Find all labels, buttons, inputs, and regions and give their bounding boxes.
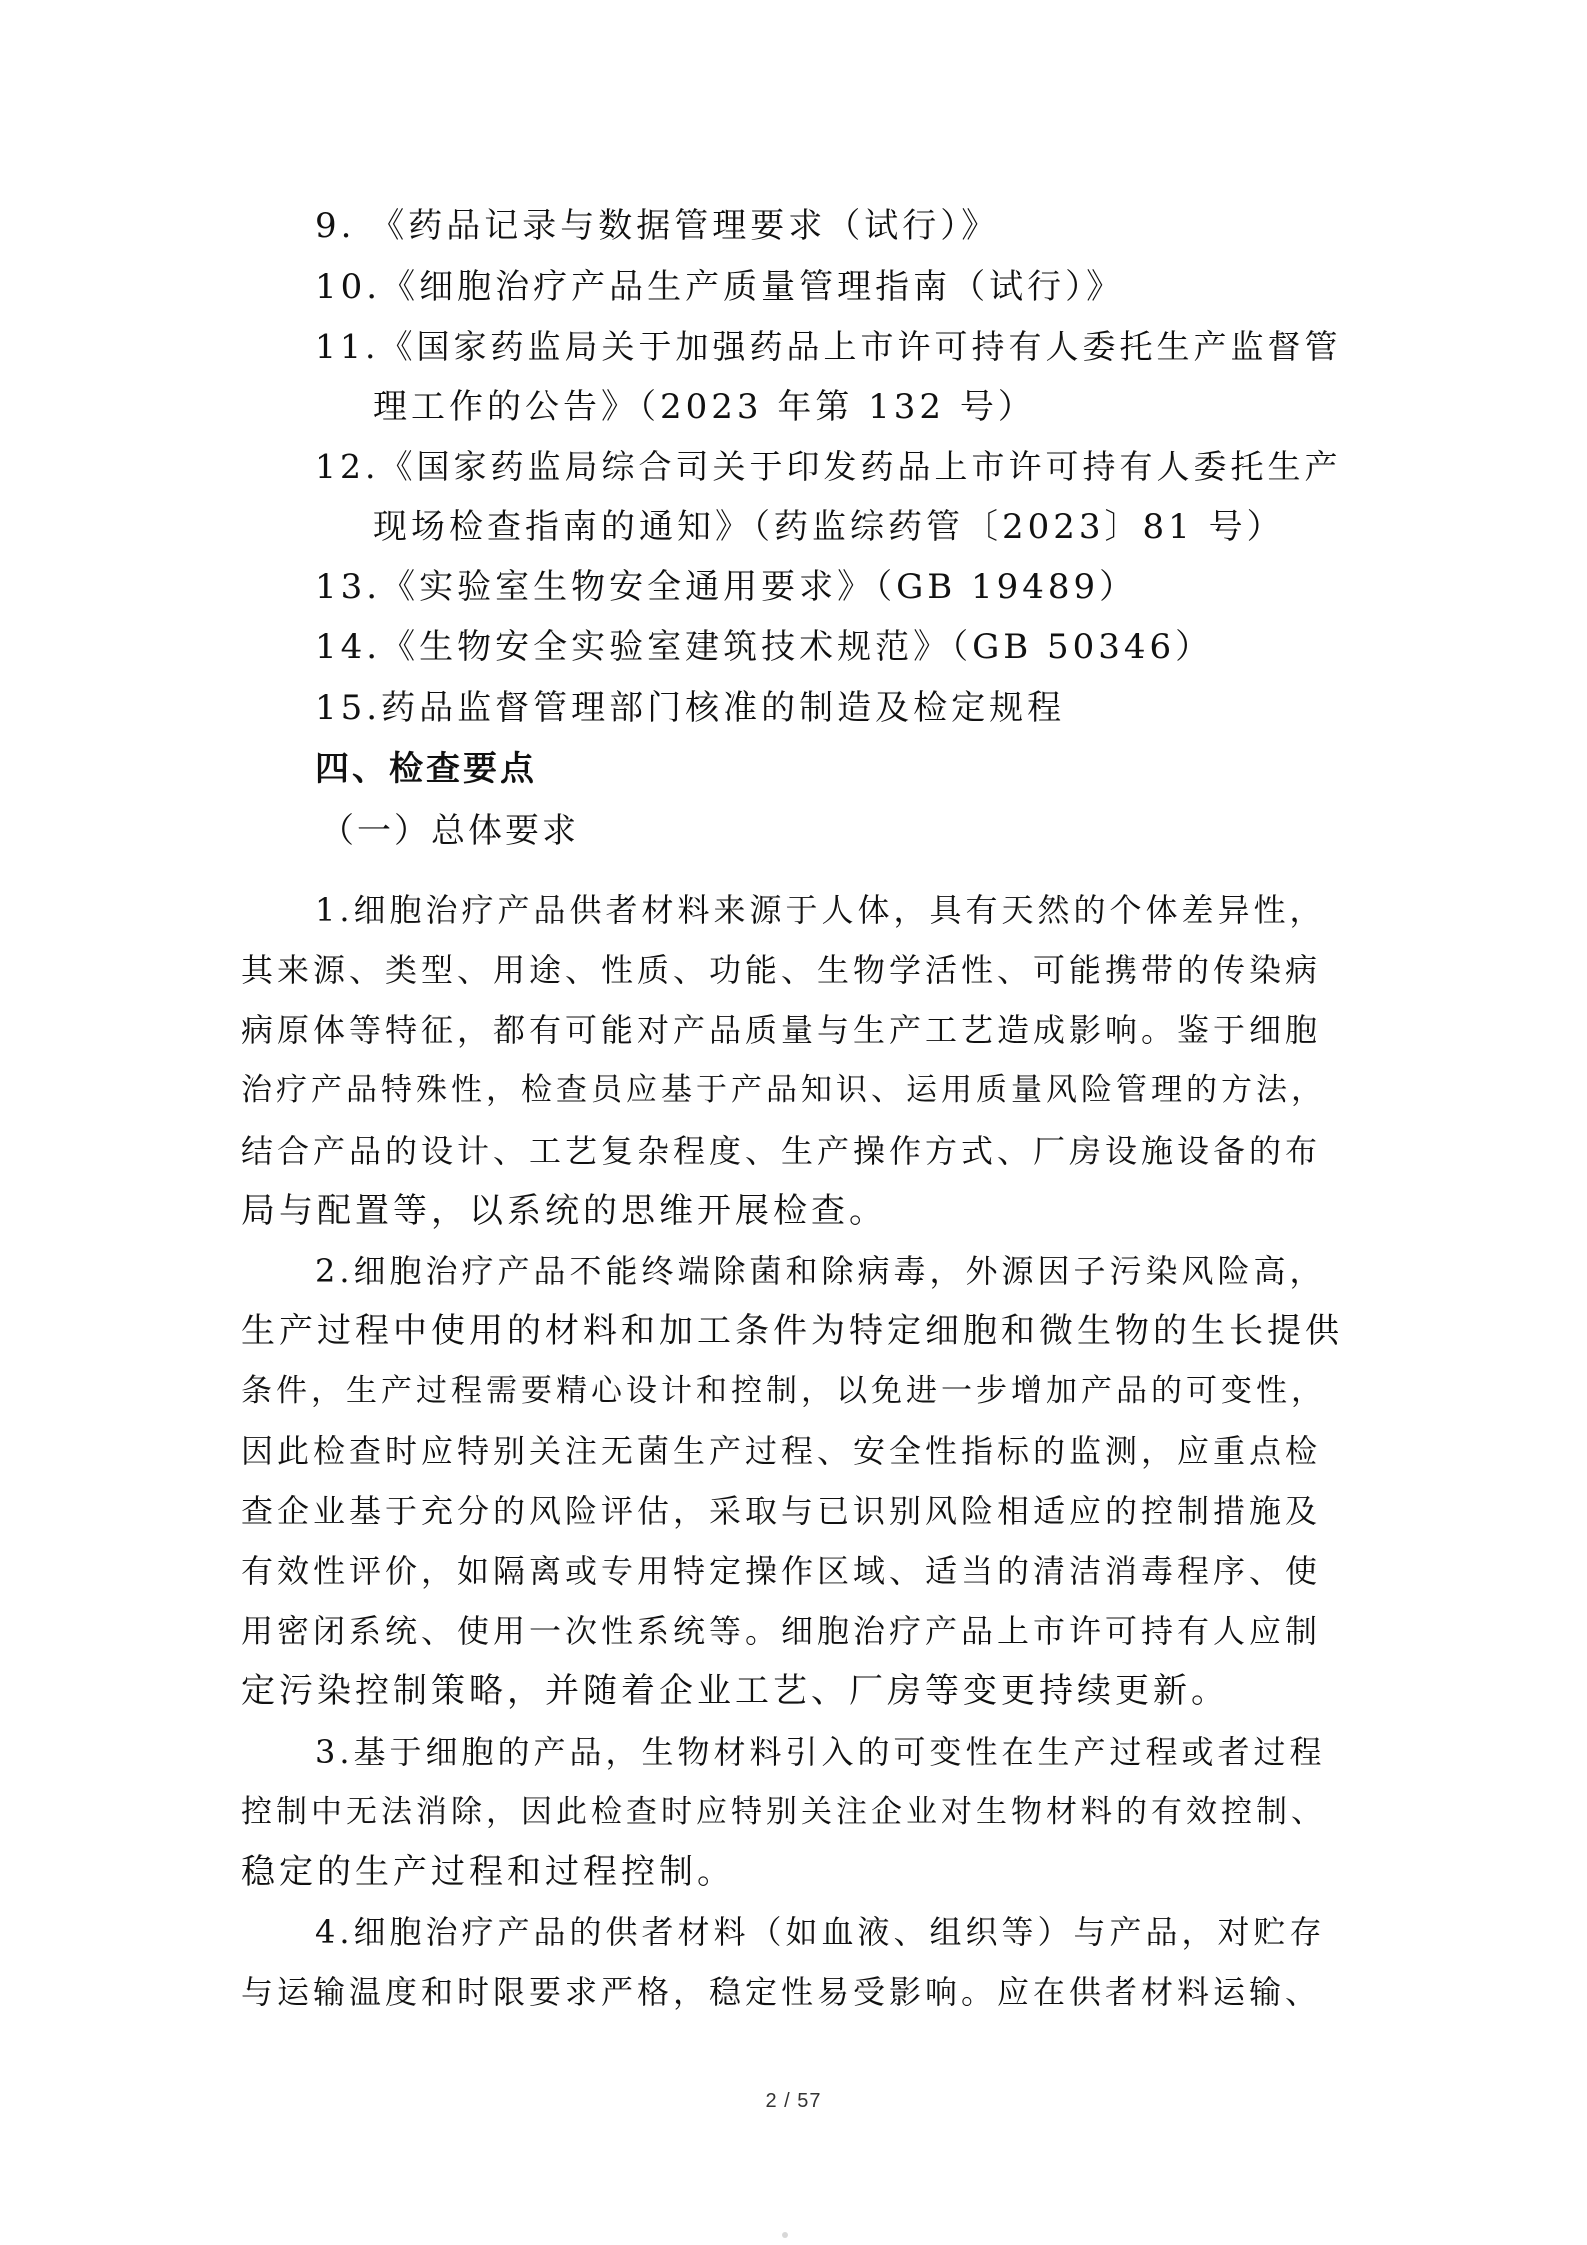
reference-item-11-line-2: 理工作的公告》（2023 年第 132 号） [373,387,1036,427]
page-number: 2 / 57 [765,2090,822,2112]
reference-item-13: 13.《实验室生物安全通用要求》（GB 19489） [315,567,1138,607]
paragraph-1-line: 局与配置等，以系统的思维开展检查。 [241,1191,887,1231]
paragraph-2-line: 用密闭系统、使用一次性系统等。细胞治疗产品上市许可持有人应制 [241,1612,1322,1650]
paragraph-2-line: 条件，生产过程需要精心设计和控制，以免进一步增加产品的可变性， [241,1373,1326,1409]
paragraph-1-line: 病原体等特征，都有可能对产品质量与生产工艺造成影响。鉴于细胞 [241,1011,1322,1049]
reference-item-11-line-1: 11.《国家药监局关于加强药品上市许可持有人委托生产监督管 [315,327,1342,366]
paragraph-1-line: 其来源、类型、用途、性质、功能、生物学活性、可能携带的传染病 [241,951,1322,989]
paragraph-1-line: 治疗产品特殊性，检查员应基于产品知识、运用质量风险管理的方法， [241,1072,1326,1108]
paragraph-1-line: 1.细胞治疗产品供者材料来源于人体，具有天然的个体差异性， [315,891,1326,929]
paragraph-2-line: 定污染控制策略，并随着企业工艺、厂房等变更持续更新。 [241,1671,1229,1711]
paragraph-2-line: 2.细胞治疗产品不能终端除菌和除病毒，外源因子污染风险高， [315,1252,1326,1290]
reference-item-9: 9. 《药品记录与数据管理要求（试行）》 [315,206,1000,246]
paragraph-2-line: 查企业基于充分的风险评估，采取与已识别风险相适应的控制措施及 [241,1492,1322,1530]
paragraph-3-line: 稳定的生产过程和过程控制。 [241,1852,735,1892]
paragraph-2-line: 生产过程中使用的材料和加工条件为特定细胞和微生物的生长提供 [241,1311,1343,1351]
subsection-heading: （一）总体要求 [320,811,579,851]
paragraph-2-line: 因此检查时应特别关注无菌生产过程、安全性指标的监测，应重点检 [241,1432,1322,1470]
section-heading: 四、检查要点 [315,749,537,789]
paragraph-2-line: 有效性评价，如隔离或专用特定操作区域、适当的清洁消毒程序、使 [241,1552,1322,1590]
paragraph-4-line: 4.细胞治疗产品的供者材料（如血液、组织等）与产品，对贮存 [315,1913,1326,1951]
decorative-dot [782,2232,788,2238]
reference-item-10: 10.《细胞治疗产品生产质量管理指南（试行）》 [315,267,1125,307]
paragraph-3-line: 3.基于细胞的产品，生物材料引入的可变性在生产过程或者过程 [315,1733,1326,1771]
reference-item-12-line-2: 现场检查指南的通知》（药监综药管〔2023〕81 号） [373,507,1285,547]
reference-item-15: 15.药品监督管理部门核准的制造及检定规程 [315,688,1066,728]
reference-item-12-line-1: 12.《国家药监局综合司关于印发药品上市许可持有人委托生产 [315,447,1342,486]
paragraph-4-line: 与运输温度和时限要求严格，稳定性易受影响。应在供者材料运输、 [241,1973,1322,2011]
paragraph-3-line: 控制中无法消除，因此检查时应特别关注企业对生物材料的有效控制、 [241,1794,1326,1830]
paragraph-1-line: 结合产品的设计、工艺复杂程度、生产操作方式、厂房设施设备的布 [241,1132,1322,1170]
reference-item-14: 14.《生物安全实验室建筑技术规范》（GB 50346） [315,627,1214,667]
